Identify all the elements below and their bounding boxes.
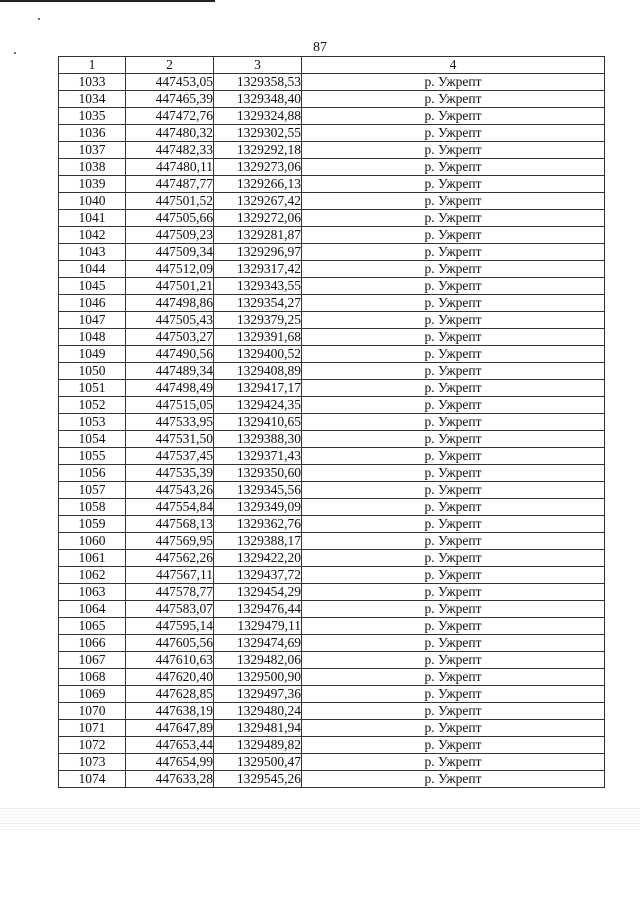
x-coordinate-cell: 447487,77 bbox=[126, 176, 214, 193]
x-coordinate-cell: 447503,27 bbox=[126, 329, 214, 346]
point-number-cell: 1063 bbox=[59, 584, 126, 601]
point-number-cell: 1066 bbox=[59, 635, 126, 652]
description-cell: р. Ужрепт bbox=[302, 635, 605, 652]
table-row bbox=[59, 550, 605, 567]
point-number-cell: 1038 bbox=[59, 159, 126, 176]
point-number-cell: 1071 bbox=[59, 720, 126, 737]
description-cell: р. Ужрепт bbox=[302, 414, 605, 431]
x-coordinate-cell: 447480,32 bbox=[126, 125, 214, 142]
description-cell: р. Ужрепт bbox=[302, 584, 605, 601]
description-cell: р. Ужрепт bbox=[302, 737, 605, 754]
y-coordinate-cell: 1329410,65 bbox=[214, 414, 302, 431]
point-number-cell: 1065 bbox=[59, 618, 126, 635]
y-coordinate-cell: 1329349,09 bbox=[214, 499, 302, 516]
y-coordinate-cell: 1329482,06 bbox=[214, 652, 302, 669]
y-coordinate-cell: 1329474,69 bbox=[214, 635, 302, 652]
table-row bbox=[59, 414, 605, 431]
table-row bbox=[59, 652, 605, 669]
description-cell: р. Ужрепт bbox=[302, 703, 605, 720]
description-cell: р. Ужрепт bbox=[302, 210, 605, 227]
point-number-cell: 1056 bbox=[59, 465, 126, 482]
description-cell: р. Ужрепт bbox=[302, 261, 605, 278]
description-cell: р. Ужрепт bbox=[302, 431, 605, 448]
table-row bbox=[59, 159, 605, 176]
description-cell: р. Ужрепт bbox=[302, 686, 605, 703]
description-cell: р. Ужрепт bbox=[302, 652, 605, 669]
y-coordinate-cell: 1329317,42 bbox=[214, 261, 302, 278]
description-cell: р. Ужрепт bbox=[302, 465, 605, 482]
table-row bbox=[59, 635, 605, 652]
y-coordinate-cell: 1329267,42 bbox=[214, 193, 302, 210]
x-coordinate-cell: 447562,26 bbox=[126, 550, 214, 567]
x-coordinate-cell: 447490,56 bbox=[126, 346, 214, 363]
table-row bbox=[59, 482, 605, 499]
description-cell: р. Ужрепт bbox=[302, 329, 605, 346]
description-cell: р. Ужрепт bbox=[302, 380, 605, 397]
table-row bbox=[59, 210, 605, 227]
point-number-cell: 1054 bbox=[59, 431, 126, 448]
x-coordinate-cell: 447512,09 bbox=[126, 261, 214, 278]
description-cell: р. Ужрепт bbox=[302, 720, 605, 737]
x-coordinate-cell: 447505,43 bbox=[126, 312, 214, 329]
description-cell: р. Ужрепт bbox=[302, 363, 605, 380]
table-row bbox=[59, 363, 605, 380]
x-coordinate-cell: 447515,05 bbox=[126, 397, 214, 414]
y-coordinate-cell: 1329354,27 bbox=[214, 295, 302, 312]
point-number-cell: 1042 bbox=[59, 227, 126, 244]
x-coordinate-cell: 447578,77 bbox=[126, 584, 214, 601]
y-coordinate-cell: 1329343,55 bbox=[214, 278, 302, 295]
description-cell: р. Ужрепт bbox=[302, 482, 605, 499]
page-number: 87 bbox=[313, 40, 327, 55]
point-number-cell: 1069 bbox=[59, 686, 126, 703]
point-number-cell: 1045 bbox=[59, 278, 126, 295]
table-row bbox=[59, 448, 605, 465]
x-coordinate-cell: 447489,34 bbox=[126, 363, 214, 380]
x-coordinate-cell: 447583,07 bbox=[126, 601, 214, 618]
x-coordinate-cell: 447543,26 bbox=[126, 482, 214, 499]
table-row bbox=[59, 295, 605, 312]
y-coordinate-cell: 1329500,47 bbox=[214, 754, 302, 771]
scan-speck bbox=[38, 18, 40, 20]
point-number-cell: 1037 bbox=[59, 142, 126, 159]
table-row bbox=[59, 108, 605, 125]
header-col-1: 1 bbox=[59, 57, 126, 74]
table-row bbox=[59, 567, 605, 584]
description-cell: р. Ужрепт bbox=[302, 176, 605, 193]
x-coordinate-cell: 447628,85 bbox=[126, 686, 214, 703]
point-number-cell: 1055 bbox=[59, 448, 126, 465]
y-coordinate-cell: 1329266,13 bbox=[214, 176, 302, 193]
x-coordinate-cell: 447595,14 bbox=[126, 618, 214, 635]
point-number-cell: 1070 bbox=[59, 703, 126, 720]
table-row bbox=[59, 278, 605, 295]
point-number-cell: 1062 bbox=[59, 567, 126, 584]
table-header-row bbox=[59, 57, 605, 74]
table-row bbox=[59, 601, 605, 618]
header-col-3: 3 bbox=[214, 57, 302, 74]
point-number-cell: 1034 bbox=[59, 91, 126, 108]
point-number-cell: 1036 bbox=[59, 125, 126, 142]
point-number-cell: 1061 bbox=[59, 550, 126, 567]
y-coordinate-cell: 1329388,17 bbox=[214, 533, 302, 550]
y-coordinate-cell: 1329489,82 bbox=[214, 737, 302, 754]
x-coordinate-cell: 447568,13 bbox=[126, 516, 214, 533]
point-number-cell: 1049 bbox=[59, 346, 126, 363]
table-row bbox=[59, 686, 605, 703]
point-number-cell: 1060 bbox=[59, 533, 126, 550]
x-coordinate-cell: 447535,39 bbox=[126, 465, 214, 482]
table-row bbox=[59, 74, 605, 91]
description-cell: р. Ужрепт bbox=[302, 669, 605, 686]
y-coordinate-cell: 1329481,94 bbox=[214, 720, 302, 737]
description-cell: р. Ужрепт bbox=[302, 108, 605, 125]
point-number-cell: 1044 bbox=[59, 261, 126, 278]
x-coordinate-cell: 447453,05 bbox=[126, 74, 214, 91]
y-coordinate-cell: 1329273,06 bbox=[214, 159, 302, 176]
x-coordinate-cell: 447482,33 bbox=[126, 142, 214, 159]
point-number-cell: 1040 bbox=[59, 193, 126, 210]
scan-artifact bbox=[0, 808, 640, 830]
y-coordinate-cell: 1329497,36 bbox=[214, 686, 302, 703]
point-number-cell: 1052 bbox=[59, 397, 126, 414]
point-number-cell: 1033 bbox=[59, 74, 126, 91]
point-number-cell: 1064 bbox=[59, 601, 126, 618]
y-coordinate-cell: 1329391,68 bbox=[214, 329, 302, 346]
point-number-cell: 1073 bbox=[59, 754, 126, 771]
table-row bbox=[59, 465, 605, 482]
x-coordinate-cell: 447620,40 bbox=[126, 669, 214, 686]
header-col-4: 4 bbox=[302, 57, 605, 74]
y-coordinate-cell: 1329500,90 bbox=[214, 669, 302, 686]
x-coordinate-cell: 447509,34 bbox=[126, 244, 214, 261]
y-coordinate-cell: 1329424,35 bbox=[214, 397, 302, 414]
x-coordinate-cell: 447569,95 bbox=[126, 533, 214, 550]
table-row bbox=[59, 431, 605, 448]
y-coordinate-cell: 1329302,55 bbox=[214, 125, 302, 142]
y-coordinate-cell: 1329388,30 bbox=[214, 431, 302, 448]
y-coordinate-cell: 1329400,52 bbox=[214, 346, 302, 363]
y-coordinate-cell: 1329358,53 bbox=[214, 74, 302, 91]
description-cell: р. Ужрепт bbox=[302, 618, 605, 635]
x-coordinate-cell: 447509,23 bbox=[126, 227, 214, 244]
point-number-cell: 1059 bbox=[59, 516, 126, 533]
table-row bbox=[59, 261, 605, 278]
x-coordinate-cell: 447653,44 bbox=[126, 737, 214, 754]
point-number-cell: 1050 bbox=[59, 363, 126, 380]
description-cell: р. Ужрепт bbox=[302, 533, 605, 550]
table-row bbox=[59, 754, 605, 771]
x-coordinate-cell: 447633,28 bbox=[126, 771, 214, 788]
y-coordinate-cell: 1329454,29 bbox=[214, 584, 302, 601]
x-coordinate-cell: 447465,39 bbox=[126, 91, 214, 108]
x-coordinate-cell: 447610,63 bbox=[126, 652, 214, 669]
description-cell: р. Ужрепт bbox=[302, 244, 605, 261]
table-row bbox=[59, 244, 605, 261]
y-coordinate-cell: 1329437,72 bbox=[214, 567, 302, 584]
description-cell: р. Ужрепт bbox=[302, 74, 605, 91]
table-row bbox=[59, 720, 605, 737]
table-row bbox=[59, 176, 605, 193]
point-number-cell: 1072 bbox=[59, 737, 126, 754]
point-number-cell: 1041 bbox=[59, 210, 126, 227]
point-number-cell: 1043 bbox=[59, 244, 126, 261]
description-cell: р. Ужрепт bbox=[302, 567, 605, 584]
table-row bbox=[59, 669, 605, 686]
y-coordinate-cell: 1329281,87 bbox=[214, 227, 302, 244]
y-coordinate-cell: 1329345,56 bbox=[214, 482, 302, 499]
table-row bbox=[59, 312, 605, 329]
table-row bbox=[59, 533, 605, 550]
y-coordinate-cell: 1329272,06 bbox=[214, 210, 302, 227]
table-row bbox=[59, 91, 605, 108]
description-cell: р. Ужрепт bbox=[302, 227, 605, 244]
point-number-cell: 1039 bbox=[59, 176, 126, 193]
table-row bbox=[59, 703, 605, 720]
x-coordinate-cell: 447654,99 bbox=[126, 754, 214, 771]
description-cell: р. Ужрепт bbox=[302, 193, 605, 210]
coordinates-table bbox=[58, 56, 605, 788]
description-cell: р. Ужрепт bbox=[302, 550, 605, 567]
x-coordinate-cell: 447533,95 bbox=[126, 414, 214, 431]
table-row bbox=[59, 618, 605, 635]
table-row bbox=[59, 125, 605, 142]
description-cell: р. Ужрепт bbox=[302, 771, 605, 788]
description-cell: р. Ужрепт bbox=[302, 142, 605, 159]
description-cell: р. Ужрепт bbox=[302, 312, 605, 329]
x-coordinate-cell: 447605,56 bbox=[126, 635, 214, 652]
y-coordinate-cell: 1329476,44 bbox=[214, 601, 302, 618]
table-row bbox=[59, 584, 605, 601]
description-cell: р. Ужрепт bbox=[302, 601, 605, 618]
table-row bbox=[59, 737, 605, 754]
point-number-cell: 1051 bbox=[59, 380, 126, 397]
description-cell: р. Ужрепт bbox=[302, 159, 605, 176]
x-coordinate-cell: 447501,21 bbox=[126, 278, 214, 295]
description-cell: р. Ужрепт bbox=[302, 516, 605, 533]
description-cell: р. Ужрепт bbox=[302, 754, 605, 771]
point-number-cell: 1068 bbox=[59, 669, 126, 686]
x-coordinate-cell: 447554,84 bbox=[126, 499, 214, 516]
point-number-cell: 1046 bbox=[59, 295, 126, 312]
point-number-cell: 1047 bbox=[59, 312, 126, 329]
x-coordinate-cell: 447537,45 bbox=[126, 448, 214, 465]
description-cell: р. Ужрепт bbox=[302, 448, 605, 465]
point-number-cell: 1074 bbox=[59, 771, 126, 788]
x-coordinate-cell: 447567,11 bbox=[126, 567, 214, 584]
y-coordinate-cell: 1329480,24 bbox=[214, 703, 302, 720]
x-coordinate-cell: 447472,76 bbox=[126, 108, 214, 125]
description-cell: р. Ужрепт bbox=[302, 397, 605, 414]
y-coordinate-cell: 1329379,25 bbox=[214, 312, 302, 329]
table-row bbox=[59, 193, 605, 210]
point-number-cell: 1048 bbox=[59, 329, 126, 346]
point-number-cell: 1057 bbox=[59, 482, 126, 499]
x-coordinate-cell: 447638,19 bbox=[126, 703, 214, 720]
y-coordinate-cell: 1329362,76 bbox=[214, 516, 302, 533]
table-row bbox=[59, 499, 605, 516]
y-coordinate-cell: 1329408,89 bbox=[214, 363, 302, 380]
table-row bbox=[59, 516, 605, 533]
point-number-cell: 1035 bbox=[59, 108, 126, 125]
table-row bbox=[59, 227, 605, 244]
description-cell: р. Ужрепт bbox=[302, 278, 605, 295]
x-coordinate-cell: 447498,49 bbox=[126, 380, 214, 397]
table-row bbox=[59, 771, 605, 788]
description-cell: р. Ужрепт bbox=[302, 346, 605, 363]
table-row bbox=[59, 329, 605, 346]
y-coordinate-cell: 1329545,26 bbox=[214, 771, 302, 788]
y-coordinate-cell: 1329348,40 bbox=[214, 91, 302, 108]
x-coordinate-cell: 447480,11 bbox=[126, 159, 214, 176]
description-cell: р. Ужрепт bbox=[302, 499, 605, 516]
table-row bbox=[59, 346, 605, 363]
header-rule bbox=[0, 0, 215, 2]
y-coordinate-cell: 1329324,88 bbox=[214, 108, 302, 125]
x-coordinate-cell: 447531,50 bbox=[126, 431, 214, 448]
point-number-cell: 1058 bbox=[59, 499, 126, 516]
description-cell: р. Ужрепт bbox=[302, 295, 605, 312]
x-coordinate-cell: 447498,86 bbox=[126, 295, 214, 312]
table-row bbox=[59, 380, 605, 397]
x-coordinate-cell: 447501,52 bbox=[126, 193, 214, 210]
y-coordinate-cell: 1329422,20 bbox=[214, 550, 302, 567]
y-coordinate-cell: 1329292,18 bbox=[214, 142, 302, 159]
y-coordinate-cell: 1329350,60 bbox=[214, 465, 302, 482]
y-coordinate-cell: 1329417,17 bbox=[214, 380, 302, 397]
y-coordinate-cell: 1329296,97 bbox=[214, 244, 302, 261]
point-number-cell: 1067 bbox=[59, 652, 126, 669]
description-cell: р. Ужрепт bbox=[302, 91, 605, 108]
y-coordinate-cell: 1329371,43 bbox=[214, 448, 302, 465]
y-coordinate-cell: 1329479,11 bbox=[214, 618, 302, 635]
description-cell: р. Ужрепт bbox=[302, 125, 605, 142]
x-coordinate-cell: 447647,89 bbox=[126, 720, 214, 737]
table-row bbox=[59, 397, 605, 414]
table-row bbox=[59, 142, 605, 159]
header-col-2: 2 bbox=[126, 57, 214, 74]
point-number-cell: 1053 bbox=[59, 414, 126, 431]
x-coordinate-cell: 447505,66 bbox=[126, 210, 214, 227]
